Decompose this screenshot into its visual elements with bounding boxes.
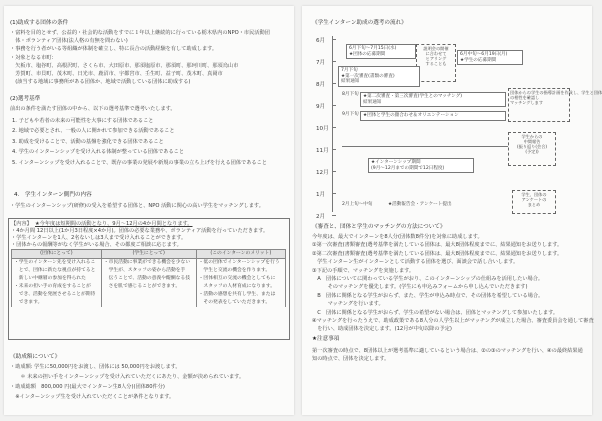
- orientation-date: 9月下旬: [342, 112, 359, 117]
- table-cell: ・未来の担い手の育成をすることが: [12, 283, 102, 291]
- grant-heading: 《助成額について》: [10, 354, 61, 360]
- table-cell: [101, 291, 196, 299]
- matching-line: 今年度は、最大でインターンを8人分(団体数8件分)を対象に助成します。: [312, 234, 483, 240]
- criteria-line: 5. インターンシップを受け入れることで、既存の事業の発展や新規の事業の立ち上げを行える団体であること: [12, 159, 267, 166]
- table-row: [12, 267, 286, 275]
- orientation-text: ★団体と学生の顔合わせ＆オリエンテーション: [363, 113, 459, 118]
- condition-line: 矢板市、塩谷町、高根沢町、さくら市、大田原市、那須塩原市、那須町、那珂川町、那須烏山市: [10, 62, 239, 69]
- grant-line: ＊ 未来の担い手をインターンシップを受け入れていただくにあたり、金額が決められています。: [10, 374, 245, 380]
- month-label: 7月: [316, 60, 326, 66]
- month-label: 9月: [316, 104, 326, 110]
- content-box: [8, 218, 290, 340]
- matching-line: を行い、助成団体を決定します。(12月が中旬以降の予定): [312, 326, 452, 333]
- table-header-row: [12, 250, 286, 259]
- matching-line: B 団体に関係となる学生がおらず、また、学生が申込み時点で、その団体を希望している場合。: [312, 292, 544, 299]
- survey-note: 学生、団体の アンケートの まとめ: [512, 190, 556, 214]
- month-label: 10月: [316, 126, 329, 132]
- table-cell: さを肌で感じることができます。: [101, 283, 196, 291]
- table-cell: 学生と交流の機会を作ります。: [196, 267, 285, 275]
- content-note: ★今年度は短期間の活動となり、9月～12月の4か月間となります。: [35, 221, 193, 227]
- condition-line: 芳賀町、市貝町、茂木町、日光市、鹿沼市、宇都宮市、壬生町、益子町、茂木町、真岡市: [10, 71, 223, 77]
- grant-line: ※インターンシップ生を受け入れていただくことが条件となります。: [10, 394, 175, 400]
- table-cell: ・市民活動に事業ができる機会を少ない: [101, 259, 196, 268]
- month-label: 2月: [316, 214, 326, 220]
- content-line: ・4か月間 12日以上(1か月3日程度×4か月)。団体の必要な業務や、ボランティア活動を行っていただきます。: [11, 228, 269, 234]
- student-apply-text: 6月中旬～6月19日(月) ★学生の応募期間: [460, 52, 508, 63]
- final-report: ★活動報告会・アンケート提出: [388, 202, 452, 207]
- table-row: [12, 275, 286, 283]
- condition-line: ・事務を行う者がいる等組織が体制を確立し、特に長合の活動経験を有して助成します。: [10, 46, 218, 53]
- table-header-cell: (団体にとって): [12, 250, 102, 259]
- table-cell: [101, 299, 196, 307]
- table-header-cell: (このインターンのメリット): [196, 250, 285, 259]
- matching-line: C 団体に関係となる学生がおらず、学生の希望がない場合は、団体とマッチングして参加いたします。: [312, 309, 559, 316]
- first-review-box: [338, 66, 420, 87]
- condition-line: 体・ボランティア団体(法人格の有無を問わない): [10, 38, 128, 45]
- hearing-note: 説明会の開催 に合わせて ヒアリング することも: [416, 44, 456, 82]
- table-cell: スタッフの人材育成になります。: [196, 283, 285, 291]
- month-label: 11月: [316, 148, 329, 154]
- condition-line: ・対象となる市町：: [10, 54, 57, 61]
- matching-line: ④マッチングを行ったうえで、助成政策である8人分の人学生以上がマッチングが成立した場合、審査委員会を通して審査: [312, 318, 594, 324]
- right-page: [302, 6, 602, 415]
- month-label: 1月: [316, 192, 326, 198]
- internship-period-text: ★インターンシップ期間 (9月～12月までの期間で12日程度): [371, 160, 445, 171]
- matching-line: マッチングを行います。: [312, 301, 384, 308]
- second-review-text: ★第二次審査・第三次審査(学生とのマッチング) 結果通知: [363, 94, 463, 105]
- matching-heading: 《審査と、団体と学生のマッチングの方法について》: [312, 224, 446, 230]
- content-title: 【内容】: [11, 221, 32, 227]
- criteria-heading: (2)選考基準: [10, 96, 41, 102]
- criteria-line: 3. 助成を受けることで、活動の基盤を強化できる団体であること: [12, 138, 164, 145]
- left-page: [4, 6, 294, 415]
- table-row: [12, 259, 286, 268]
- student-apply-box: [457, 50, 523, 65]
- final-date: 2月上旬～中旬: [342, 202, 373, 207]
- table-cell: ・低の団体でインターンシップを行う: [196, 259, 285, 268]
- matching-line: ①第一次審査(書類審査)選考基準を満たしている団体は、最大8団体程度までに、結果通知をお送りします。: [312, 242, 563, 249]
- matching-line: ③下記の手順で、マッチングを実施します。: [312, 267, 415, 274]
- criteria-line: 4. 学生のインターンシップを受け入れる体制が整っている団体であること: [12, 149, 185, 156]
- matching-note: 団体からの学生の指導計画を作成し、学生と団体 の相性を確認し マッチングします: [508, 88, 570, 122]
- orientation-box: [360, 111, 506, 121]
- table-cell: ・学生のインターン先を受け入れるこ: [12, 259, 102, 268]
- flow-heading: 《学生インターン助成の選考の流れ》: [312, 20, 407, 26]
- notes-heading: ★注意事項: [312, 336, 340, 342]
- second-review-box: [360, 92, 506, 107]
- first-review-text: 7月下旬 ★第一次審査(書類の審査) 結果通知: [341, 68, 395, 85]
- criteria-line: 1. 子どもや若者の未来の可能性を大事にする団体であること: [12, 118, 154, 124]
- table-cell: ・活動の感想を共有し学生、または: [196, 291, 285, 299]
- month-label: 8月: [316, 82, 326, 88]
- internship-period-box: [368, 158, 474, 173]
- table-cell: ・団体相互の交流の機会としてもに: [196, 275, 285, 283]
- content-line: ・団体からの報酬等がなく学生がいる場合、その都度ご相談に応じます。: [11, 241, 182, 248]
- grant-line: ・助成額: 学生に50,000円をお渡し、団体には 50,000円をお渡します。: [10, 364, 181, 370]
- conditions-heading: (1)助成する団体の条件: [10, 20, 69, 26]
- apply-box: [346, 44, 416, 59]
- matching-line: A 団体についてに関わっている学生がおり、このインターンシップの仕組みを活用したい場合。: [312, 276, 544, 282]
- matching-line: 学生インターン生がインターンとして活動する団体を選び、面談会で話し合いします。: [312, 259, 519, 266]
- matching-line: そのマッチングを優先します。(学生にも申込みフォームから申し込んでいただきます): [312, 284, 528, 291]
- benefits-table: [11, 249, 286, 307]
- condition-line: (該当する地域に事務所がある団体か、地域で活動している団体に助成する): [10, 79, 191, 86]
- notes-line: 知の時点で、団体を決定します。: [312, 356, 390, 363]
- table-row: [12, 299, 286, 307]
- table-cell: その発表をしていただきます。: [196, 299, 285, 307]
- month-label: 6月: [316, 38, 326, 44]
- condition-line: ・富料を目的とせず、公益的・社会的な活動をすでに１年以上継続的に行っている栃木県内のNPO・市民活動団: [10, 30, 270, 36]
- criteria-intro: 前出の条件を満たす団体の中から、以下の選考基準で選考いたします。: [10, 106, 176, 112]
- second-review-date: 8月下旬: [342, 92, 359, 97]
- period-line: [342, 146, 508, 147]
- table-row: [12, 283, 286, 291]
- matching-line: ②第二次審査(書類審査)選考基準を満たしている団体は、最大8団体程度までに、結果通知をお送りします。: [312, 250, 563, 257]
- criteria-line: 2. 地域で必要とされ、一般の人に開かれて参加できる活動であること: [12, 128, 175, 135]
- month-label: 12月: [316, 170, 329, 176]
- table-cell: 伝うことで、活動の意義や醍醐なる技: [101, 275, 196, 283]
- timeline-axis: [332, 36, 333, 212]
- table-cell: とで、団体に新たな視点が持てると: [12, 267, 102, 275]
- table-cell: できます。: [12, 299, 102, 307]
- midterm-note: 学生からの 中間報告 (振り返り(会合) (予定)): [508, 132, 556, 166]
- apply-text: 6月下旬～7月15日(水) ★団体の応募期間: [349, 46, 397, 57]
- section4-line: ・学生のインターンシップ(研修)の受入を希望する団体と、NPO 活動に関心の高い学生をマッチングします。: [10, 203, 264, 209]
- table-cell: でき、活動を発展させることが期待: [12, 291, 102, 299]
- notes-line: 第一次審査の時点で、8団体以上が選考基準に適しているという場合は、②の③のマッチングを行い、④の最終結果通: [312, 348, 583, 354]
- grant-line: ・助成総額 800,000 円(最大でインターン生8人分)(団体80件分): [10, 384, 165, 390]
- section4-heading: 4. 学生インターン側門の内容: [14, 192, 92, 198]
- content-line: ・学生インターンを1人、2名ないしは3人まで受け入れることができます。: [11, 234, 187, 241]
- table-header-cell: (学生にとって): [101, 250, 196, 259]
- table-row: [12, 291, 286, 299]
- table-cell: 新しい中継層の参加を得られた: [12, 275, 102, 283]
- table-cell: 学生が、スタッフの姿から活動を手: [101, 267, 196, 275]
- month-tick: [332, 215, 336, 216]
